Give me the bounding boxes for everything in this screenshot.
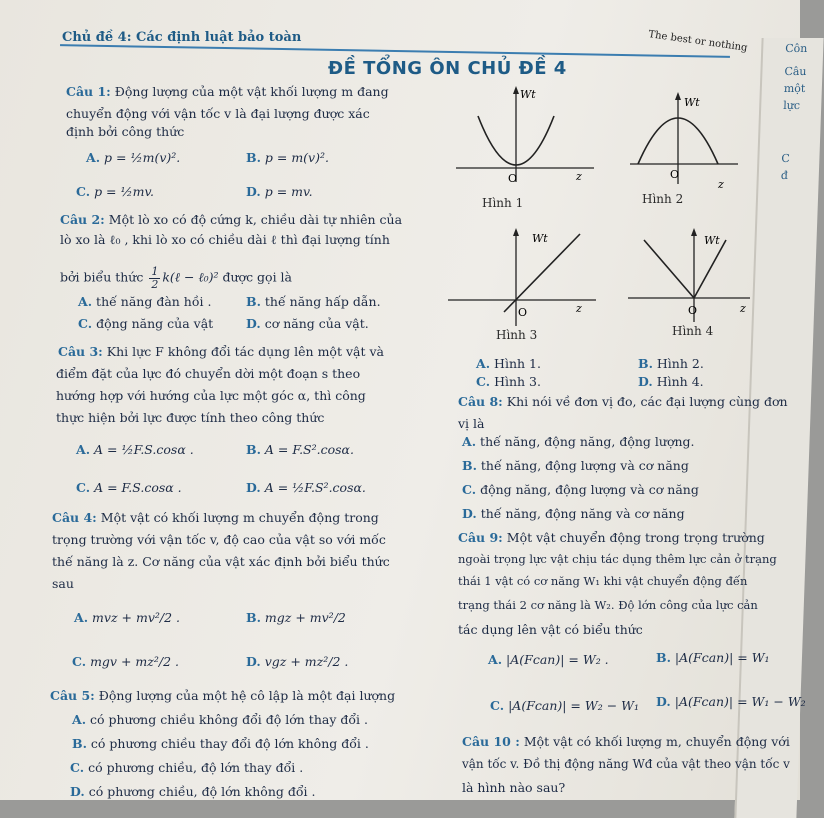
axis-label-wt: Wt bbox=[532, 232, 548, 245]
option-letter: A. bbox=[74, 610, 89, 625]
q9-text1: Một vật chuyển động trong trọng trường bbox=[506, 530, 765, 545]
option-letter: A. bbox=[72, 712, 87, 727]
option-letter: A. bbox=[78, 294, 93, 309]
q1-option-d bbox=[246, 186, 313, 199]
option-text: A = ½F.S².cosα. bbox=[264, 480, 366, 495]
q5-line1 bbox=[50, 690, 395, 703]
q10-line2: vận tốc v. Đồ thị động năng Wđ của vật theo vận tốc v bbox=[462, 757, 790, 771]
q3-label: Câu 3: bbox=[58, 344, 103, 359]
figure-4-caption: Hình 4 bbox=[672, 324, 714, 338]
q4-option-a bbox=[74, 612, 180, 625]
option-text: p = m(v)². bbox=[264, 150, 329, 165]
q2-text3c: được gọi là bbox=[222, 269, 293, 285]
q5-label: Câu 5: bbox=[50, 688, 95, 703]
q1-label: Câu 1: bbox=[66, 84, 111, 99]
q4-text1: Một vật có khối lượng m chuyển động trong bbox=[100, 510, 379, 525]
q3-line2: điểm đặt của lực đó chuyển dời một đoạn s theo bbox=[56, 366, 361, 381]
option-letter: D. bbox=[246, 480, 261, 495]
option-letter: D. bbox=[246, 316, 261, 331]
y-arrow bbox=[691, 228, 697, 236]
q9-option-c bbox=[490, 700, 639, 713]
q8-option-c bbox=[462, 484, 699, 497]
option-letter: B. bbox=[246, 294, 261, 309]
option-letter: B. bbox=[72, 736, 87, 751]
adjacent-text: một bbox=[783, 82, 806, 95]
option-letter: C. bbox=[70, 760, 85, 775]
figure-3-line bbox=[448, 228, 598, 328]
option-text: có phương chiều, độ lớn thay đổi . bbox=[88, 760, 304, 775]
chapter-topic: Chủ đề 4: Các định luật bảo toàn bbox=[62, 30, 302, 45]
q3-option-b bbox=[246, 444, 354, 457]
origin-label: O bbox=[670, 168, 680, 181]
adjacent-text: Côn bbox=[785, 42, 808, 55]
option-letter: A. bbox=[462, 434, 477, 449]
adjacent-text: lực bbox=[783, 99, 801, 112]
option-letter: C. bbox=[76, 480, 91, 495]
option-text: động năng, động lượng và cơ năng bbox=[480, 482, 699, 497]
option-text: A = F.S.cosα . bbox=[94, 480, 182, 495]
option-text: |A(Fcan)| = W₁ − W₂ bbox=[674, 694, 806, 709]
q3-option-d bbox=[246, 482, 366, 495]
option-letter: D. bbox=[70, 784, 85, 799]
q10-line3: là hình nào sau? bbox=[462, 780, 566, 795]
option-letter: C. bbox=[72, 654, 87, 669]
option-text: Hình 3. bbox=[494, 374, 541, 389]
axis-label-wt: Wt bbox=[704, 234, 720, 247]
option-text: |A(Fcan)| = W₂ . bbox=[506, 652, 609, 667]
q5-option-a bbox=[72, 714, 368, 727]
option-text: p = mv. bbox=[264, 184, 313, 199]
q8-label: Câu 8: bbox=[458, 394, 503, 409]
origin-label: O bbox=[518, 306, 528, 319]
q9-line4: trạng thái 2 cơ năng là W₂. Độ lớn công của lực cản bbox=[458, 598, 758, 612]
option-letter: B. bbox=[246, 610, 261, 625]
q10-text1: Một vật có khối lượng m, chuyển động với bbox=[523, 734, 790, 749]
q3-line3: hướng hợp với hướng của lực một góc α, thì công bbox=[56, 388, 366, 403]
q5-option-c bbox=[70, 762, 303, 775]
option-text: có phương chiều thay đổi độ lớn không đổi . bbox=[90, 736, 369, 751]
q2-text3a: bởi biểu thức bbox=[60, 269, 144, 285]
q4-line1 bbox=[52, 512, 379, 525]
q1-option-c bbox=[76, 186, 154, 199]
option-text: thế năng, động năng, động lượng. bbox=[480, 434, 695, 449]
axis-label-wt: Wt bbox=[520, 88, 536, 101]
q9-option-a bbox=[488, 654, 609, 667]
option-letter: B. bbox=[462, 458, 477, 473]
option-text: A = ½F.S.cosα . bbox=[94, 442, 194, 457]
option-text: có phương chiều, độ lớn không đổi . bbox=[88, 784, 316, 799]
axis-label-wt: Wt bbox=[684, 96, 700, 109]
q2-option-c bbox=[78, 318, 213, 331]
axis-label-z: z bbox=[718, 178, 724, 191]
option-letter: C. bbox=[76, 184, 91, 199]
q8-line1 bbox=[458, 396, 788, 409]
q9-label: Câu 9: bbox=[458, 530, 503, 545]
option-text: mgz + mv²/2 bbox=[264, 610, 346, 625]
q9-line2: ngoài trọng lực vật chịu tác dụng thêm lực cản ở trạng bbox=[458, 552, 777, 566]
q9-line5: tác dụng lên vật có biểu thức bbox=[458, 622, 643, 637]
header-divider bbox=[60, 44, 730, 58]
option-letter: D. bbox=[246, 184, 261, 199]
option-text: thế năng đàn hồi . bbox=[96, 294, 212, 309]
q2-line2: lò xo là ℓ₀ , khi lò xo có chiều dài ℓ thì đại lượng tính bbox=[60, 232, 390, 247]
option-text: p = ½m(v)². bbox=[104, 150, 181, 165]
q4-line3: thế năng là z. Cơ năng của vật xác định bởi biểu thức bbox=[52, 554, 390, 569]
q3-line1 bbox=[58, 346, 384, 359]
option-letter: C. bbox=[476, 374, 491, 389]
q4-option-b bbox=[246, 612, 346, 625]
option-text: cơ năng của vật. bbox=[264, 316, 369, 331]
brand-tagline: The best or nothing bbox=[647, 29, 749, 54]
option-text: |A(Fcan)| = W₁ bbox=[674, 650, 770, 665]
q2-formula: k(ℓ − ℓ₀)² bbox=[162, 269, 219, 285]
axis-label-z: z bbox=[576, 302, 582, 315]
q10-line1 bbox=[462, 736, 790, 749]
q9-line3: thái 1 vật có cơ năng W₁ khi vật chuyển động đến bbox=[458, 574, 748, 588]
q1-text1: Động lượng của một vật khối lượng m đang bbox=[114, 84, 389, 99]
q3-line4: thực hiện bởi lực được tính theo công thức bbox=[56, 410, 325, 425]
q2-option-a bbox=[78, 296, 211, 309]
fraction-half: $\frac{1}{2}$ bbox=[151, 265, 159, 291]
option-text: Hình 2. bbox=[656, 356, 704, 371]
q7-option-b bbox=[638, 358, 704, 371]
option-letter: A. bbox=[76, 442, 91, 457]
q5-option-b bbox=[72, 738, 369, 751]
option-text: A = F.S².cosα. bbox=[264, 442, 354, 457]
option-text: thế năng, động lượng và cơ năng bbox=[480, 458, 689, 473]
y-arrow bbox=[513, 86, 519, 94]
option-text: p = ½mv. bbox=[94, 184, 155, 199]
curve bbox=[644, 240, 726, 298]
q4-option-d bbox=[246, 656, 348, 669]
q8-text1: Khi nói về đơn vị đo, các đại lượng cùng đơn bbox=[506, 394, 788, 409]
figure-4-v-shape bbox=[628, 228, 752, 324]
option-letter: A. bbox=[86, 150, 101, 165]
q4-label: Câu 4: bbox=[52, 510, 97, 525]
q5-option-d bbox=[70, 786, 315, 799]
page-title: ĐỀ TỔNG ÔN CHỦ ĐỀ 4 bbox=[328, 58, 567, 79]
q9-option-d bbox=[656, 696, 806, 709]
q2-line1 bbox=[60, 214, 402, 227]
option-letter: A. bbox=[488, 652, 503, 667]
q2-text1: Một lò xo có độ cứng k, chiều dài tự nhiên của bbox=[108, 212, 403, 227]
option-text: động năng của vật bbox=[96, 316, 214, 331]
option-letter: D. bbox=[656, 694, 671, 709]
q2-option-b bbox=[246, 296, 381, 309]
q1-line1 bbox=[66, 86, 389, 99]
q1-line3: định bởi công thức bbox=[66, 124, 185, 139]
adjacent-text: Câu bbox=[784, 65, 807, 78]
adjacent-text: C bbox=[781, 152, 791, 165]
option-letter: D. bbox=[462, 506, 477, 521]
figure-1-caption: Hình 1 bbox=[482, 196, 524, 210]
q8-line2: vị là bbox=[458, 416, 485, 431]
option-text: có phương chiều không đổi độ lớn thay đổi . bbox=[90, 712, 368, 727]
q7-option-c bbox=[476, 376, 541, 389]
q1-option-b bbox=[246, 152, 329, 165]
option-letter: D. bbox=[638, 374, 653, 389]
option-letter: B. bbox=[246, 150, 261, 165]
q8-option-a bbox=[462, 436, 695, 449]
q10-label: Câu 10 : bbox=[462, 734, 520, 749]
adjacent-text: đ bbox=[780, 169, 789, 182]
q5-text1: Động lượng của một hệ cô lập là một đại lượng bbox=[98, 688, 396, 703]
q7-option-a bbox=[476, 358, 541, 371]
q4-option-c bbox=[72, 656, 179, 669]
option-text: thế năng, động năng và cơ năng bbox=[480, 506, 685, 521]
q9-option-b bbox=[656, 652, 770, 665]
q9-line1 bbox=[458, 532, 765, 545]
option-text: Hình 4. bbox=[656, 374, 704, 389]
q3-option-a bbox=[76, 444, 194, 457]
option-letter: C. bbox=[78, 316, 93, 331]
q1-line2: chuyển động với vận tốc v là đại lượng được xác bbox=[66, 106, 370, 121]
option-text: mvz + mv²/2 . bbox=[92, 610, 181, 625]
q8-option-b bbox=[462, 460, 689, 473]
y-arrow bbox=[675, 92, 681, 100]
figure-1-parabola bbox=[456, 86, 596, 186]
q2-option-d bbox=[246, 318, 369, 331]
option-text: |A(Fcan)| = W₂ − W₁ bbox=[508, 698, 640, 713]
option-letter: D. bbox=[246, 654, 261, 669]
y-arrow bbox=[513, 228, 519, 236]
axis-label-z: z bbox=[576, 170, 582, 183]
figure-2-parabola-down bbox=[630, 92, 740, 192]
q2-line3 bbox=[60, 266, 292, 290]
q7-option-d bbox=[638, 376, 704, 389]
origin-label: O bbox=[688, 304, 698, 317]
q4-line4: sau bbox=[52, 576, 74, 591]
option-text: Hình 1. bbox=[494, 356, 541, 371]
q3-text1: Khi lực F không đổi tác dụng lên một vật và bbox=[106, 344, 384, 359]
option-letter: B. bbox=[656, 650, 671, 665]
option-text: mgv + mz²/2 . bbox=[90, 654, 179, 669]
option-letter: C. bbox=[462, 482, 477, 497]
q1-option-a bbox=[86, 152, 180, 165]
figure-2-caption: Hình 2 bbox=[642, 192, 684, 206]
option-text: thế năng hấp dẫn. bbox=[264, 294, 381, 309]
option-letter: B. bbox=[246, 442, 261, 457]
figure-3-caption: Hình 3 bbox=[496, 328, 538, 342]
axis-label-z: z bbox=[740, 302, 746, 315]
option-text: vgz + mz²/2 . bbox=[264, 654, 349, 669]
option-letter: C. bbox=[490, 698, 505, 713]
option-letter: B. bbox=[638, 356, 653, 371]
q8-option-d bbox=[462, 508, 685, 521]
origin-label: O bbox=[508, 172, 518, 185]
q2-label: Câu 2: bbox=[60, 212, 105, 227]
option-letter: A. bbox=[476, 356, 491, 371]
q3-option-c bbox=[76, 482, 182, 495]
q4-line2: trọng trường với vận tốc v, độ cao của vật so với mốc bbox=[52, 532, 386, 547]
